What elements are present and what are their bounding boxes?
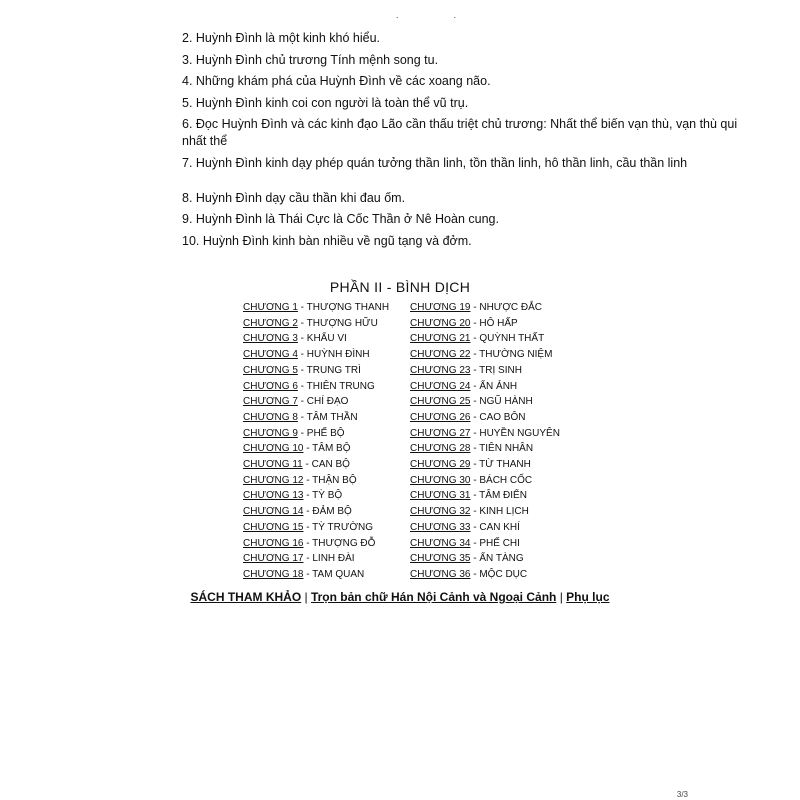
top-mark: . (453, 10, 512, 20)
chapter-title: - ĐẢM BỘ (303, 506, 352, 518)
list-item: 2. Huỳnh Đình là một kinh khó hiểu. (182, 31, 381, 45)
chapter-row (243, 488, 410, 504)
chapter-link[interactable]: CHƯƠNG 11 (243, 459, 303, 471)
chapter-row (410, 488, 577, 504)
chapter-link[interactable]: CHƯƠNG 14 (243, 506, 304, 518)
chapter-title: - TÂM BỘ (303, 443, 351, 455)
chapter-row (243, 426, 410, 442)
chapter-title: - TRỊ SINH (470, 364, 522, 376)
chapter-title: - THƯỢNG ĐỖ (303, 537, 376, 549)
list-item: 7. Huỳnh Đình kinh dạy phép quán tưởng thần linh, tồn thần linh, hô thần linh, cầu thần linh (182, 155, 688, 170)
chapter-link[interactable]: CHƯƠNG 13 (243, 490, 304, 502)
chapter-title: - ẨN TÀNG (470, 553, 524, 565)
chapter-link[interactable]: CHƯƠNG 22 (410, 349, 471, 361)
chapter-link[interactable]: CHƯƠNG 7 (243, 396, 298, 408)
chapter-row (410, 410, 577, 426)
chapter-link[interactable]: CHƯƠNG 15 (243, 521, 304, 533)
top-mark: . (396, 10, 454, 20)
list-item: 3. Huỳnh Đình chủ trương Tính mệnh song tu. (182, 52, 439, 67)
references-link[interactable]: SÁCH THAM KHẢO (190, 590, 302, 604)
full-text-link[interactable]: Trọn bản chữ Hán Nội Cảnh và Ngoại Cảnh (310, 590, 557, 604)
chapter-link[interactable]: CHƯƠNG 25 (410, 396, 471, 408)
chapter-link[interactable]: CHƯƠNG 29 (410, 459, 471, 471)
chapter-link[interactable]: CHƯƠNG 6 (243, 380, 298, 392)
chapter-row (243, 363, 410, 379)
chapter-link[interactable]: CHƯƠNG 35 (410, 553, 471, 565)
chapter-title: - NGŨ HÀNH (470, 396, 533, 408)
chapter-row (410, 504, 577, 520)
chapter-title: - TỪ THANH (470, 459, 531, 471)
chapter-link[interactable]: CHƯƠNG 17 (243, 553, 304, 565)
chapter-title: - PHẾ BỘ (297, 427, 345, 439)
list-item: 10. Huỳnh Đình kinh bàn nhiều về ngũ tạng và đởm. (182, 233, 472, 248)
chapter-title: - CAN KHÍ (470, 521, 520, 533)
chapter-title: - CAN BỘ (302, 459, 350, 471)
chapter-title: - THƯỜNG NIỆM (470, 349, 553, 361)
chapter-row (410, 331, 577, 347)
chapter-link[interactable]: CHƯƠNG 4 (243, 349, 298, 361)
chapter-column-left (243, 300, 410, 583)
chapter-title: - CAO BÔN (470, 411, 526, 423)
chapter-row (243, 379, 410, 395)
chapter-title: - TRUNG TRÌ (297, 364, 361, 376)
chapter-link[interactable]: CHƯƠNG 19 (410, 302, 471, 313)
chapter-link[interactable]: CHƯƠNG 28 (410, 443, 471, 455)
chapter-title: - LINH ĐÀI (303, 553, 355, 565)
chapter-link[interactable]: CHƯƠNG 16 (243, 537, 304, 549)
chapter-row (410, 347, 577, 363)
chapter-title: - TÂM ĐIỂN (470, 490, 527, 502)
chapter-title: - HUYỀN NGUYÊN (470, 427, 560, 439)
chapter-row (410, 473, 577, 489)
chapter-index (243, 300, 577, 583)
top-marks (396, 10, 511, 20)
list-item: 9. Huỳnh Đình là Thái Cực là Cốc Thần ở Nê Hoàn cung. (182, 212, 499, 226)
chapter-link[interactable]: CHƯƠNG 30 (410, 474, 471, 486)
chapter-title: - THIÊN TRUNG (297, 380, 375, 392)
chapter-link[interactable]: CHƯƠNG 5 (243, 364, 298, 376)
chapter-link[interactable]: CHƯƠNG 26 (410, 411, 471, 423)
chapter-title: - QUỲNH THẤT (470, 333, 545, 345)
chapter-row (243, 394, 410, 410)
chapter-link[interactable]: CHƯƠNG 9 (243, 427, 298, 439)
chapter-row (243, 551, 410, 567)
chapter-row (243, 536, 410, 552)
separator: | (556, 590, 567, 604)
chapter-title: - MỘC DỤC (470, 568, 528, 580)
chapter-link[interactable]: CHƯƠNG 27 (410, 427, 471, 439)
chapter-row (243, 567, 410, 583)
chapter-link[interactable]: CHƯƠNG 8 (243, 411, 298, 423)
chapter-title: - THƯỢNG HỮU (297, 317, 378, 329)
chapter-row (410, 441, 577, 457)
chapter-row (410, 379, 577, 395)
chapter-link[interactable]: CHƯƠNG 3 (243, 333, 298, 345)
chapter-row (410, 457, 577, 473)
chapter-row (410, 426, 577, 442)
chapter-title: - TỲ TRƯỜNG (303, 521, 373, 533)
chapter-link[interactable]: CHƯƠNG 33 (410, 521, 471, 533)
chapter-row (410, 520, 577, 536)
chapter-link[interactable]: CHƯƠNG 36 (410, 568, 471, 580)
chapter-title: - BÁCH CỐC (470, 474, 533, 486)
separator: | (301, 590, 311, 604)
footer-links (0, 590, 800, 604)
chapter-title: - KINH LỊCH (470, 506, 529, 518)
chapter-link[interactable]: CHƯƠNG 24 (410, 380, 471, 392)
chapter-link[interactable]: CHƯƠNG 1 (243, 302, 298, 313)
chapter-title: - KHẨU VI (297, 333, 347, 345)
list-item: 4. Những khám phá của Huỳnh Đình về các xoang não. (182, 74, 491, 88)
chapter-title: - THƯỢNG THANH (297, 302, 390, 313)
chapter-link[interactable]: CHƯƠNG 18 (243, 568, 304, 580)
chapter-title: - TIÊN NHÂN (470, 443, 534, 455)
chapter-title: - HUỲNH ĐÌNH (297, 349, 370, 361)
chapter-column-right (410, 300, 577, 583)
chapter-link[interactable]: CHƯƠNG 31 (410, 490, 471, 502)
chapter-link[interactable]: CHƯƠNG 21 (410, 333, 471, 345)
page-number: 3/3 (676, 790, 688, 799)
chapter-title: - HÔ HẤP (470, 317, 518, 329)
chapter-link[interactable]: CHƯƠNG 34 (410, 537, 471, 549)
chapter-link[interactable]: CHƯƠNG 2 (243, 317, 298, 329)
chapter-link[interactable]: CHƯƠNG 23 (410, 364, 471, 376)
section-title: PHẦN II - BÌNH DỊCH (329, 279, 471, 295)
chapter-title: - THẬN BỘ (303, 474, 357, 486)
chapter-row (410, 316, 577, 332)
numbered-list (182, 30, 742, 254)
chapter-title: - ẨN ẢNH (470, 380, 518, 392)
chapter-link[interactable]: CHƯƠNG 32 (410, 506, 471, 518)
chapter-row (243, 473, 410, 489)
chapter-row (410, 363, 577, 379)
chapter-row (410, 567, 577, 583)
chapter-row (410, 551, 577, 567)
chapter-link[interactable]: CHƯƠNG 10 (243, 443, 304, 455)
list-item: 5. Huỳnh Đình kinh coi con người là toàn thể vũ trụ. (182, 95, 469, 110)
chapter-title: - NHƯỢC ĐẮC (470, 302, 543, 313)
chapter-row (243, 441, 410, 457)
list-item: 8. Huỳnh Đình dạy cầu thần khi đau ốm. (182, 190, 406, 205)
chapter-link[interactable]: CHƯƠNG 12 (243, 474, 304, 486)
chapter-row (243, 347, 410, 363)
chapter-link[interactable]: CHƯƠNG 20 (410, 317, 471, 329)
appendix-link[interactable]: Phụ lục (566, 590, 610, 604)
chapter-title: - TỲ BỘ (303, 490, 343, 502)
chapter-row (410, 394, 577, 410)
chapter-title: - TÂM THẦN (297, 411, 358, 423)
chapter-row (243, 504, 410, 520)
chapter-row (243, 300, 410, 316)
chapter-row (410, 300, 577, 316)
chapter-row (243, 316, 410, 332)
chapter-row (243, 410, 410, 426)
chapter-row (243, 457, 410, 473)
chapter-row (243, 331, 410, 347)
chapter-row (410, 536, 577, 552)
chapter-title: - TAM QUAN (303, 568, 365, 580)
list-item: 6. Đọc Huỳnh Đình và các kinh đạo Lão cần thấu triệt chủ trương: Nhất thể biến vạn thù, vạn thù qui nhất thể (182, 117, 738, 148)
chapter-title: - CHÍ ĐẠO (297, 396, 349, 408)
chapter-title: - PHẾ CHI (470, 537, 520, 549)
chapter-row (243, 520, 410, 536)
